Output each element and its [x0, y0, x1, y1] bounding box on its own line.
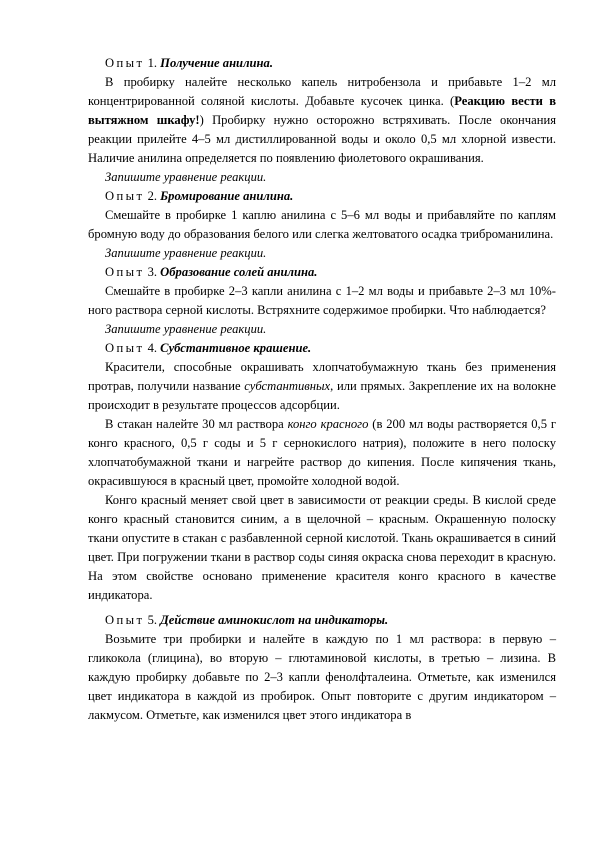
exp4-body-3: Конго красный меняет свой цвет в зависимости от реакции среды. В кислой среде конго красный становится синим, а в щелочной – красным. Окрашенную полоску ткани опустите в стакан с разбавленной серной кислотой. Ткань окрашивается в синий цвет. При погружении ткани в раствор соды синяя окраска снова переходит в красную. На этом свойстве основано применение красителя конго красного в качестве индикатора.: [88, 493, 556, 602]
exp1-title: Получение анилина.: [160, 56, 273, 70]
exp4-body-2-part2: (в 200 мл воды растворяется 0,5 г конго красного, 0,5 г соды и 5 г сернокислого натрия), положите в него полоску хлопчатобумажной ткани и нагрейте раствор до кипения. После кипячения ткань, окрасившуюся в красный цвет, промойте холодной водой.: [88, 417, 556, 488]
exp1-warning: Реакцию вести в вытяжном шкафу!: [88, 94, 556, 127]
exp4-body-2-part1: В стакан налейте 30 мл раствора: [105, 417, 288, 431]
exp4-number: 4.: [147, 341, 158, 355]
exp4-heading: [88, 339, 556, 358]
exp3-body: Смешайте в пробирке 2–3 капли анилина с 1–2 мл воды и прибавьте 2–3 мл 10%-ного раствора серной кислоты. Встряхните содержимое пробирки. Что наблюдается?: [88, 284, 556, 317]
exp3-word: Опыт: [105, 265, 145, 279]
exp2-number: 2.: [147, 189, 158, 203]
exp3-number: 3.: [147, 265, 158, 279]
exp3-title: Образование солей анилина.: [160, 265, 318, 279]
exp1-number: 1.: [147, 56, 158, 70]
document-page: [88, 54, 556, 725]
exp2-heading: [88, 187, 556, 206]
exp5-title: Действие аминокислот на индикаторы.: [160, 613, 389, 627]
exp2-word: Опыт: [105, 189, 145, 203]
exp4-body-1-part1: Красители, способные окрашивать хлопчатобумажную ткань без применения протрав, получили название: [88, 360, 556, 393]
exp4-body-1: [88, 358, 556, 415]
exp5-number: 5.: [147, 613, 158, 627]
exp1-body: [88, 73, 556, 168]
exp2-title: Бромирование анилина.: [160, 189, 294, 203]
exp4-word: Опыт: [105, 341, 145, 355]
exp3-heading: [88, 263, 556, 282]
exp4-body-2: [88, 415, 556, 491]
exp2-note: Запишите уравнение реакции.: [105, 246, 267, 260]
exp4-term-congo-red: конго красного: [287, 417, 369, 431]
exp4-body-1-part2: , или прямых. Закрепление их на волокне происходит в результате процессов адсорбции.: [88, 379, 557, 412]
exp4-title: Субстантивное крашение.: [160, 341, 312, 355]
exp5-body: Возьмите три пробирки и налейте в каждую по 1 мл раствора: в первую – гликокола (глицина), во вторую – глютаминовой кислоты, в третью – лизина. В каждую пробирку добавьте по 2–3 капли фенолфталеина. Отметьте, как изменился цвет индикатора в каждой из пробирок. Опыт повторите с другим индикатором – лакмусом. Отметьте, как изменился цвет этого индикатора в: [88, 632, 556, 722]
exp1-body-part1: В пробирку налейте несколько капель нитробензола и прибавьте 1–2 мл концентрированной соляной кислоты. Добавьте кусочек цинка. (: [88, 75, 556, 108]
exp2-body: Смешайте в пробирке 1 каплю анилина с 5–6 мл воды и прибавляйте по каплям бромную воду до образования белого или слегка желтоватого осадка триброманилина.: [88, 208, 556, 241]
exp5-word: Опыт: [105, 613, 145, 627]
exp1-word: Опыт: [105, 56, 145, 70]
exp1-note: Запишите уравнение реакции.: [105, 170, 267, 184]
exp3-note: Запишите уравнение реакции.: [105, 322, 267, 336]
exp5-heading: [88, 611, 556, 630]
exp4-term-substantive: субстантивных: [244, 379, 331, 393]
exp1-heading: [88, 54, 556, 73]
exp1-body-part2: ) Пробирку нужно осторожно встряхивать. После окончания реакции прилейте 4–5 мл дистиллированной воды и около 0,5 мл хлорной извести. Наличие анилина определяется по появлению фиолетового окрашивания.: [88, 113, 556, 165]
